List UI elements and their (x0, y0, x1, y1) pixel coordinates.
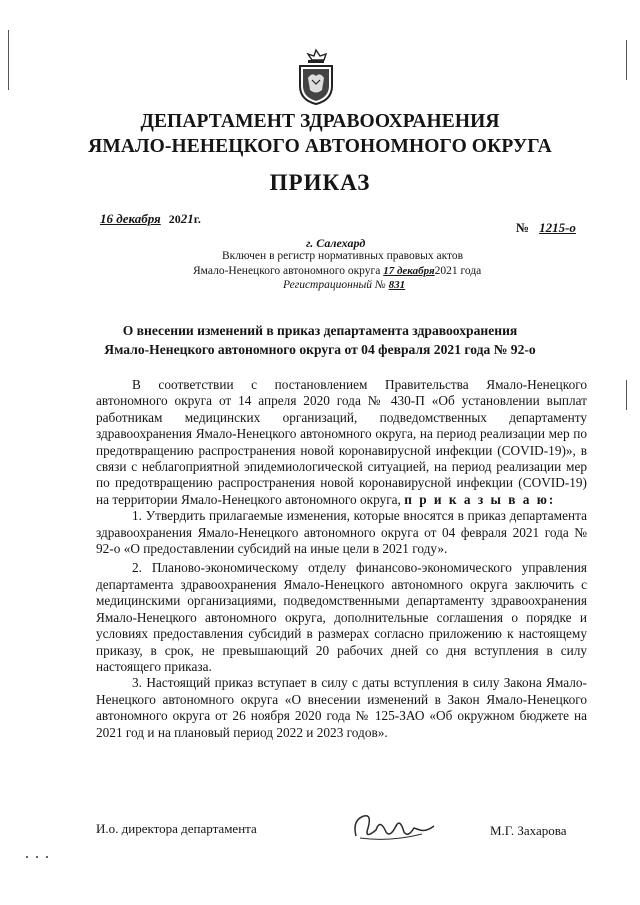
item-3-paragraph: 3. Настоящий приказ вступает в силу с даты вступления в силу Закона Ямало-Ненецкого автономного округа «О внесении изменений в Закон Ямало-Ненецкого автономного округа от 26 ноября 2020 года № 125-ЗАО «Об окружном бюджете на 2021 год и на плановый период 2022 и 2023 годов». (96, 675, 587, 740)
preamble-text: В соответствии с постановлением Правительства Ямало-Ненецкого автономного округа от 14 апреля 2020 года № 430-П «Об установлении выплат работникам медицинских организаций, подведомственных департаменту здравоохранения Ямало-Ненецкого автономного округа, на период реализации мер по предотвращению распространения новой коронавирусной инфекции (COVID-19)», в связи с неблагоприятной эпидемиологической ситуацией, на период реализации мер по предотвращению распространения новой коронавирусной инфекции (COVID-19) на территории Ямало-Ненецкого автономного округа, (96, 377, 587, 507)
registry-line2 (193, 264, 481, 278)
order-year-handwritten: 21 (180, 211, 194, 226)
registry-date-handwritten: 17 декабря (383, 265, 435, 277)
command-word: п р и к а з ы в а ю: (404, 491, 556, 507)
order-subject-line2: Ямало-Ненецкого автономного округа от 04 февраля 2021 года № 92-о (104, 342, 536, 357)
item-2-paragraph: 2. Планово-экономическому отделу финансово-экономического управления департамента здравоохранения Ямало-Ненецкого автономного округа заключить с медицинскими организациями, подведомственными департаменту здравоохранения Ямало-Ненецкого автономного округа, дополнительные соглашения о порядке и условиях предоставления субсидий в размерах согласно приложению к настоящему приказу, в срок, не превышающий 20 рабочих дней со дня вступления в силу настоящего приказа. (96, 560, 587, 674)
order-number-label: № (516, 220, 530, 235)
scan-edge-mark (626, 40, 627, 80)
preamble-paragraph (96, 377, 587, 508)
order-number (516, 219, 576, 237)
signatory-name: М.Г. Захарова (490, 823, 567, 838)
department-title-line2: ЯМАЛО-НЕНЕЦКОГО АВТОНОМНОГО ОКРУГА (88, 136, 552, 157)
registry-line2-prefix: Ямало-Ненецкого автономного округа (193, 265, 381, 277)
scan-speck (36, 856, 38, 858)
registry-line2-suffix: 2021 года (434, 265, 482, 277)
registry-line3 (283, 278, 405, 292)
order-date (100, 210, 250, 228)
city: г. Салехард (306, 236, 366, 250)
order-number-handwritten: 1215-о (539, 220, 576, 235)
scan-speck (26, 856, 28, 858)
order-year-prefix: 20 (168, 212, 181, 226)
order-subject-line1: О внесении изменений в приказ департамента здравоохранения (122, 323, 518, 338)
scan-edge-mark (626, 380, 627, 410)
order-year-suffix: г. (193, 212, 201, 226)
registry-number-handwritten: 831 (388, 279, 406, 291)
order-date-handwritten: 16 декабря (100, 211, 161, 226)
handwritten-signature (350, 808, 440, 844)
registry-line1: Включен в регистр нормативных правовых актов (222, 250, 464, 262)
scan-speck (46, 856, 48, 858)
coat-of-arms-emblem (296, 48, 336, 106)
scan-edge-mark (8, 30, 9, 90)
item-1-paragraph: 1. Утвердить прилагаемые изменения, которые вносятся в приказ департамента здравоохранения Ямало-Ненецкого автономного округа от 04 февраля 2021 года № 92-о «О предоставлении субсидий на иные цели в 2021 году». (96, 508, 587, 557)
order-body (96, 377, 587, 741)
department-title-line1: ДЕПАРТАМЕНТ ЗДРАВООХРАНЕНИЯ (140, 111, 500, 132)
registry-number-label: Регистрационный № (283, 279, 386, 291)
document-type-title: ПРИКАЗ (269, 170, 371, 195)
signatory-position: И.о. директора департамента (96, 821, 257, 836)
